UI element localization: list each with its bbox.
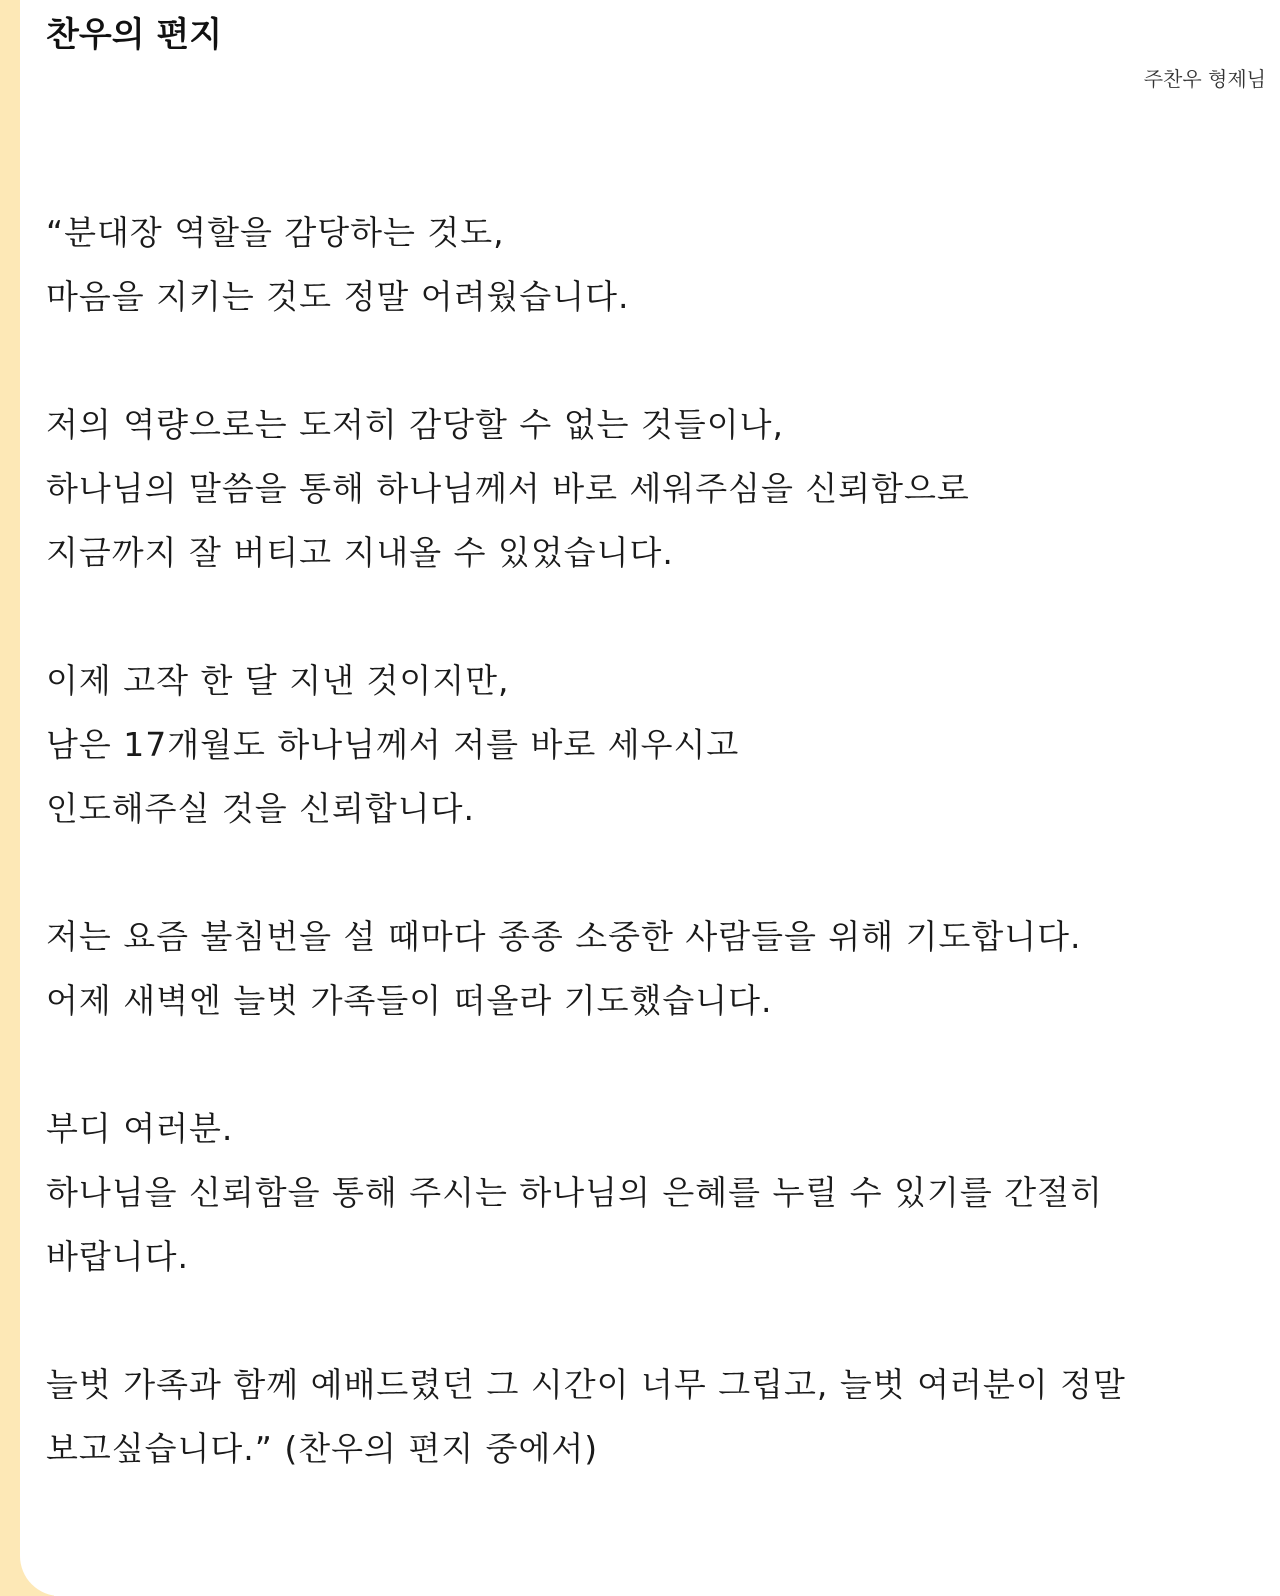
- letter-line: 하나님을 신뢰함을 통해 주시는 하나님의 은혜를 누릴 수 있기를 간절히: [46, 1173, 1103, 1212]
- letter-line: 하나님의 말씀을 통해 하나님께서 바로 세워주심을 신뢰함으로: [46, 469, 970, 508]
- letter-line: 어제 새벽엔 늘벗 가족들이 떠올라 기도했습니다.: [46, 981, 773, 1020]
- letter-line: 보고싶습니다.” (찬우의 편지 중에서): [46, 1429, 599, 1468]
- letter-line: 부디 여러분.: [46, 1109, 234, 1148]
- paragraph-gap: [46, 1289, 1266, 1353]
- letter-line: 저는 요즘 불침번을 설 때마다 종종 소중한 사람들을 위해 기도합니다.: [46, 917, 1082, 956]
- letter-line: 저의 역량으로는 도저히 감당할 수 없는 것들이나,: [46, 405, 784, 444]
- letter-line: 마음을 지키는 것도 정말 어려웠습니다.: [46, 277, 630, 316]
- letter-body: [46, 201, 1266, 1481]
- paragraph-gap: [46, 585, 1266, 649]
- letter-line: 남은 17개월도 하나님께서 저를 바로 세우시고: [46, 725, 740, 764]
- letter-line: 이제 고작 한 달 지낸 것이지만,: [46, 661, 510, 700]
- paragraph-gap: [46, 329, 1266, 393]
- paragraph-gap: [46, 841, 1266, 905]
- letter-title: 찬우의 편지: [46, 15, 223, 55]
- letter-line: 지금까지 잘 버티고 지내올 수 있었습니다.: [46, 533, 674, 572]
- letter-line: 인도해주실 것을 신뢰합니다.: [46, 789, 476, 828]
- letter-author: 주찬우 형제님: [1143, 67, 1266, 91]
- letter-line: 바랍니다.: [46, 1237, 190, 1276]
- left-accent-bar: [0, 0, 20, 1596]
- letter-line: “분대장 역할을 감당하는 것도,: [46, 213, 505, 252]
- letter-line: 늘벗 가족과 함께 예배드렸던 그 시간이 너무 그립고, 늘벗 여러분이 정말: [46, 1365, 1126, 1404]
- paragraph-gap: [46, 1033, 1266, 1097]
